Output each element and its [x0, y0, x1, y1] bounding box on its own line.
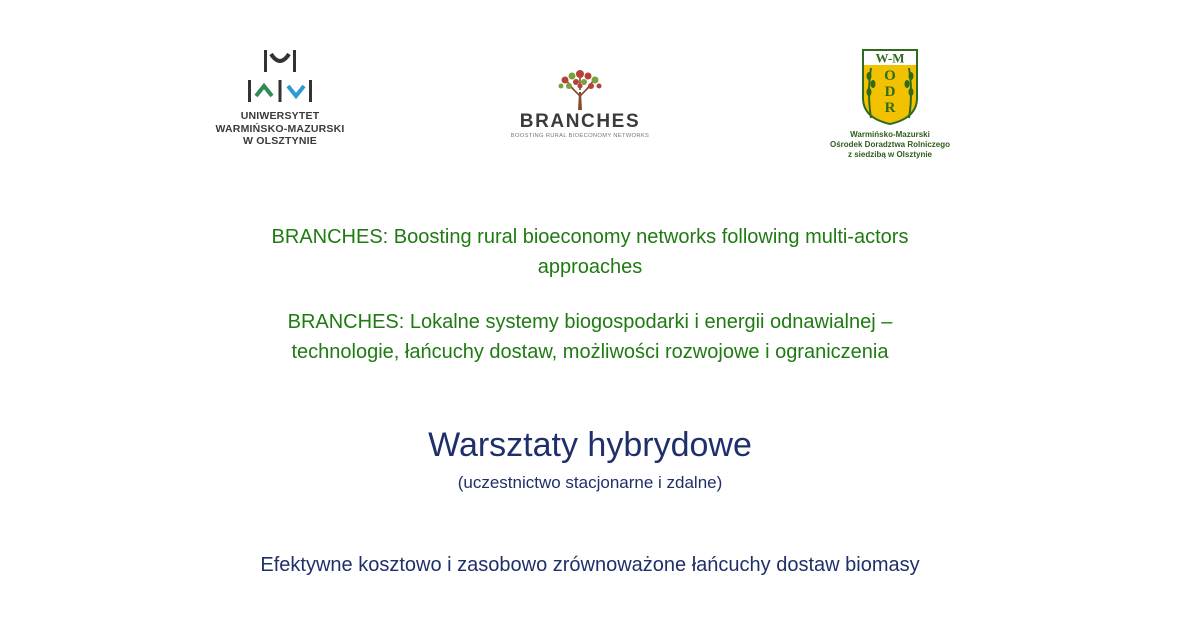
uwm-emblem-icon [244, 48, 316, 104]
branches-wordmark: BRANCHES [519, 111, 641, 132]
uwm-logo [205, 48, 355, 158]
uwm-name-line-2: WARMIŃSKO-MAZURSKI [215, 122, 345, 135]
odr-name-line-1: Warmińsko-Mazurski [850, 130, 930, 139]
odr-emblem-icon [859, 48, 921, 126]
uwm-name-line-3: W OLSZTYNIE [243, 135, 317, 147]
project-title-en-line-1: BRANCHES: Boosting rural bioeconomy networks following multi-actors [271, 226, 909, 248]
uwm-name-line-1: UNIWERSYTET [240, 110, 320, 122]
odr-emblem-letter-o: O [884, 68, 896, 84]
project-title-en-line-2: approaches [537, 256, 643, 278]
project-title-pl-line-1: BRANCHES: Lokalne systemy biogospodarki i energii odnawialnej – [287, 311, 893, 333]
tree-icon [552, 66, 608, 110]
event-topic: Efektywne kosztowo i zasobowo zrównoważone łańcuchy dostaw biomasy [260, 554, 920, 576]
odr-name-line-3: z siedzibą w Olsztynie [847, 150, 933, 159]
event-subtitle: (uczestnictwo stacjonarne i zdalne) [457, 473, 723, 492]
branches-tagline: BOOSTING RURAL BIOECONOMY NETWORKS [510, 133, 650, 139]
project-title-pl-line-2: technologie, łańcuchy dostaw, możliwości rozwojowe i ograniczenia [291, 341, 889, 363]
branches-logo [505, 66, 655, 151]
odr-name [820, 130, 960, 160]
uwm-name [205, 110, 355, 148]
odr-emblem-letter-r: R [884, 100, 896, 116]
event-title: Warsztaty hybrydowe [428, 426, 752, 464]
odr-emblem-top: W-M [875, 50, 905, 66]
wm-odr-logo [820, 48, 960, 163]
odr-name-line-2: Ośrodek Doradztwa Rolniczego [829, 140, 951, 149]
odr-emblem-letter-d: D [884, 84, 896, 100]
